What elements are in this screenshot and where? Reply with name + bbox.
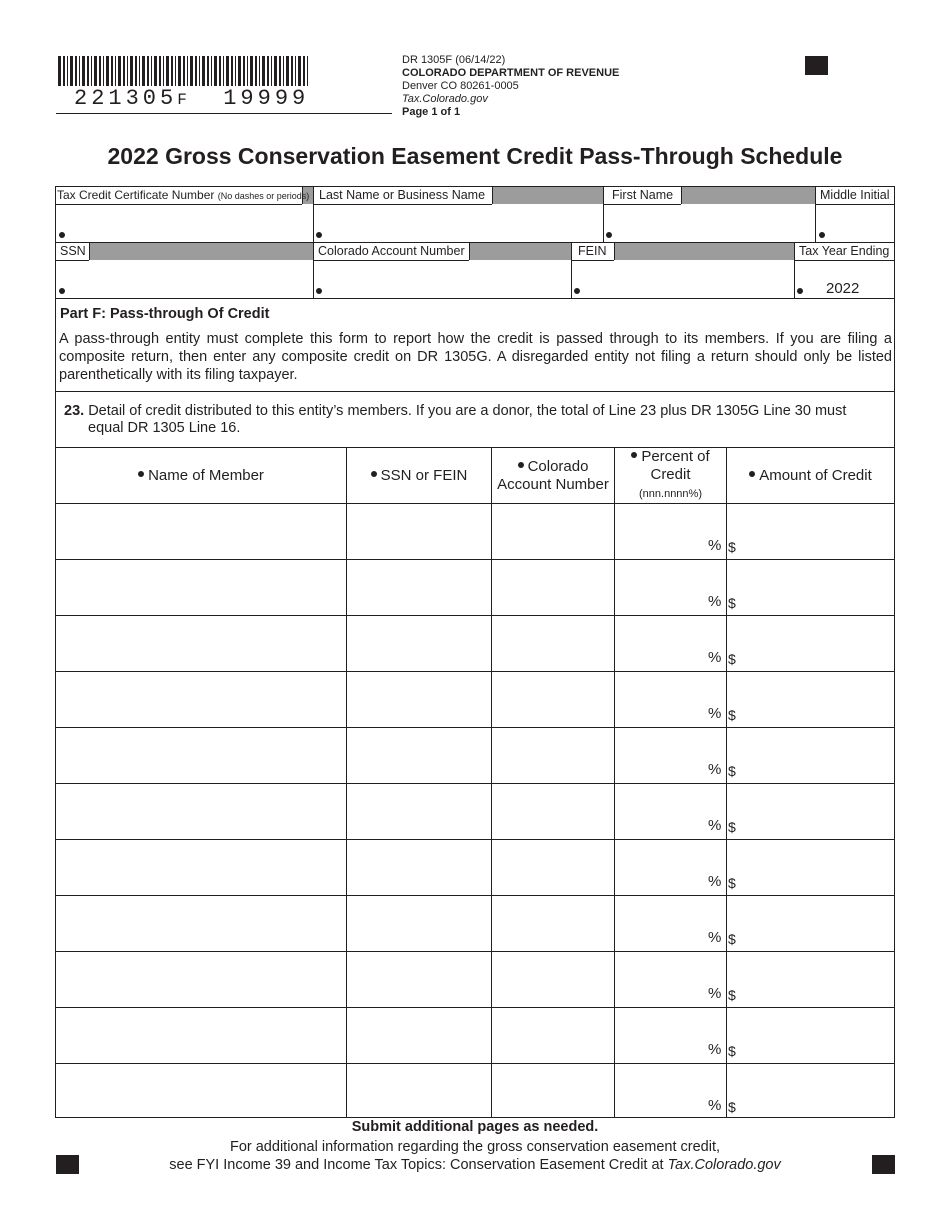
member-co-account-cell[interactable] — [492, 504, 614, 559]
member-ssn-fein-cell[interactable] — [347, 840, 491, 895]
label-underline — [314, 260, 469, 261]
header-amount-of-credit: Amount of Credit — [727, 448, 894, 503]
dollar-symbol: $ — [728, 763, 736, 779]
grid-divider — [794, 242, 795, 299]
form-header-info — [402, 54, 619, 119]
grid-divider — [313, 242, 314, 299]
member-amount-cell[interactable] — [727, 560, 894, 615]
dollar-symbol: $ — [728, 1043, 736, 1059]
member-amount-cell[interactable] — [727, 840, 894, 895]
last-name-input[interactable] — [316, 232, 322, 238]
line-23-instruction: 23. Detail of credit distributed to this entity’s members. If you are a donor, the total of Line 23 plus DR 1305G Line 30 must equal DR 1305 Line 16. — [64, 403, 847, 436]
tax-year-marker — [797, 288, 803, 294]
member-ssn-fein-cell[interactable] — [347, 1064, 491, 1119]
member-co-account-cell[interactable] — [492, 896, 614, 951]
registration-mark-bottom-right — [872, 1155, 895, 1174]
label-shade — [492, 187, 603, 204]
label-edge — [89, 243, 90, 260]
member-name-cell[interactable] — [56, 560, 346, 615]
member-ssn-fein-cell[interactable] — [347, 1008, 491, 1063]
cert-number-input[interactable] — [59, 232, 65, 238]
percent-symbol: % — [708, 705, 722, 722]
percent-symbol: % — [708, 593, 722, 610]
member-ssn-fein-cell[interactable] — [347, 560, 491, 615]
label-underline — [314, 204, 492, 205]
member-amount-cell[interactable] — [727, 616, 894, 671]
percent-symbol: % — [708, 649, 722, 666]
dollar-symbol: $ — [728, 595, 736, 611]
dollar-symbol: $ — [728, 539, 736, 555]
member-co-account-cell[interactable] — [492, 784, 614, 839]
member-amount-cell[interactable] — [727, 896, 894, 951]
label-underline — [56, 260, 89, 261]
label-edge — [681, 187, 682, 204]
percent-symbol: % — [708, 761, 722, 778]
member-co-account-cell[interactable] — [492, 728, 614, 783]
label-edge — [492, 187, 493, 204]
label-underline — [572, 260, 614, 261]
member-co-account-cell[interactable] — [492, 840, 614, 895]
label-edge — [614, 243, 615, 260]
fein-label: FEIN — [578, 244, 607, 258]
cert-number-label: Tax Credit Certificate Number (No dashes or periods) — [57, 188, 310, 202]
last-name-label: Last Name or Business Name — [319, 188, 486, 202]
form-id: DR 1305F (06/14/22) — [402, 54, 506, 66]
form-title: 2022 Gross Conservation Easement Credit Pass-Through Schedule — [107, 143, 843, 169]
percent-symbol: % — [708, 1097, 722, 1114]
dollar-symbol: $ — [728, 651, 736, 667]
member-name-cell[interactable] — [56, 728, 346, 783]
label-shade — [469, 243, 571, 260]
grid-divider — [313, 186, 314, 242]
member-co-account-cell[interactable] — [492, 672, 614, 727]
first-name-input[interactable] — [606, 232, 612, 238]
member-amount-cell[interactable] — [727, 672, 894, 727]
barcode-bars — [58, 56, 312, 88]
co-account-input[interactable] — [316, 288, 322, 294]
barcode-number: 221305F 19999 — [74, 86, 310, 111]
member-co-account-cell[interactable] — [492, 560, 614, 615]
label-shade — [681, 187, 815, 204]
member-ssn-fein-cell[interactable] — [347, 952, 491, 1007]
member-co-account-cell[interactable] — [492, 952, 614, 1007]
label-underline — [604, 204, 681, 205]
member-name-cell[interactable] — [56, 952, 346, 1007]
dollar-symbol: $ — [728, 875, 736, 891]
label-shade — [614, 243, 794, 260]
member-amount-cell[interactable] — [727, 784, 894, 839]
percent-symbol: % — [708, 929, 722, 946]
header-name-of-member: Name of Member — [56, 448, 346, 503]
percent-symbol: % — [708, 985, 722, 1002]
member-amount-cell[interactable] — [727, 952, 894, 1007]
dollar-symbol: $ — [728, 707, 736, 723]
tax-year-label: Tax Year Ending — [799, 244, 890, 258]
member-name-cell[interactable] — [56, 672, 346, 727]
member-co-account-cell[interactable] — [492, 1064, 614, 1119]
department-website: Tax.Colorado.gov — [402, 93, 488, 105]
member-ssn-fein-cell[interactable] — [347, 784, 491, 839]
first-name-label: First Name — [612, 188, 674, 202]
grid-divider — [815, 186, 816, 242]
additional-info: For additional information regarding the gross conservation easement credit, see FYI Income 39 and Income Tax Topics: Conservation Easement Credit at Tax.Colorado.gov — [169, 1139, 781, 1173]
department-address: Denver CO 80261-0005 — [402, 80, 519, 92]
member-co-account-cell[interactable] — [492, 1008, 614, 1063]
member-ssn-fein-cell[interactable] — [347, 728, 491, 783]
tax-year-value[interactable]: 2022 — [826, 280, 860, 297]
grid-divider — [603, 186, 604, 242]
member-amount-cell[interactable] — [727, 728, 894, 783]
member-name-cell[interactable] — [56, 616, 346, 671]
member-name-cell[interactable] — [56, 840, 346, 895]
percent-symbol: % — [708, 1041, 722, 1058]
barcode — [56, 56, 392, 114]
percent-symbol: % — [708, 537, 722, 554]
dollar-symbol: $ — [728, 1099, 736, 1115]
header-colorado-account: Colorado Account Number — [497, 457, 609, 493]
part-f-title: Part F: Pass-through Of Credit — [60, 306, 270, 322]
dollar-symbol: $ — [728, 931, 736, 947]
dollar-symbol: $ — [728, 987, 736, 1003]
label-underline — [816, 204, 894, 205]
page-number: Page 1 of 1 — [402, 106, 461, 118]
member-name-cell[interactable] — [56, 504, 346, 559]
member-amount-cell[interactable] — [727, 504, 894, 559]
member-name-cell[interactable] — [56, 1008, 346, 1063]
member-ssn-fein-cell[interactable] — [347, 616, 491, 671]
percent-symbol: % — [708, 817, 722, 834]
member-ssn-fein-cell[interactable] — [347, 504, 491, 559]
middle-initial-input[interactable] — [819, 232, 825, 238]
member-ssn-fein-cell[interactable] — [347, 672, 491, 727]
member-name-cell[interactable] — [56, 896, 346, 951]
co-account-label: Colorado Account Number — [318, 244, 465, 258]
ssn-label: SSN — [60, 244, 86, 258]
submit-note: Submit additional pages as needed. — [351, 1119, 599, 1135]
registration-mark-top-right — [805, 56, 828, 75]
department-name: COLORADO DEPARTMENT OF REVENUE — [402, 67, 620, 79]
header-percent-of-credit: Percent of Credit (nnn.nnnn%) — [615, 448, 726, 503]
label-underline — [795, 260, 894, 261]
registration-mark-bottom-left — [56, 1155, 79, 1174]
label-edge — [302, 187, 303, 204]
member-ssn-fein-cell[interactable] — [347, 896, 491, 951]
member-amount-cell[interactable] — [727, 1008, 894, 1063]
member-co-account-cell[interactable] — [492, 616, 614, 671]
dollar-symbol: $ — [728, 819, 736, 835]
percent-symbol: % — [708, 873, 722, 890]
member-name-cell[interactable] — [56, 784, 346, 839]
grid-divider — [571, 242, 572, 299]
member-amount-cell[interactable] — [727, 1064, 894, 1119]
part-f-description: A pass-through entity must complete this form to report how the credit is passed through to its members. If you are filing a composite return, then enter any composite credit on DR 1305G. A disregarded entity not filing a return should only be listed parenthetically with its filing taxpayer. — [59, 331, 892, 383]
middle-initial-label: Middle Initial — [820, 188, 890, 202]
header-ssn-or-fein: SSN or FEIN — [347, 448, 491, 503]
ssn-input[interactable] — [59, 288, 65, 294]
label-edge — [469, 243, 470, 260]
member-name-cell[interactable] — [56, 1064, 346, 1119]
fein-input[interactable] — [574, 288, 580, 294]
label-underline — [56, 204, 302, 205]
label-shade — [89, 243, 313, 260]
